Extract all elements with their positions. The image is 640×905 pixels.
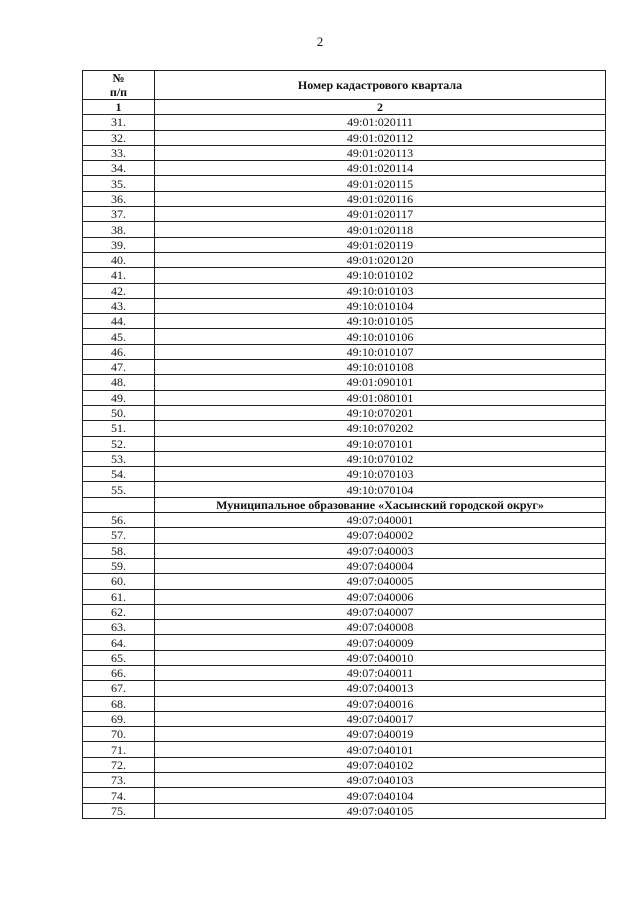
cadastral-quarter-number: 49:07:040010 [155,650,606,665]
cadastral-quarter-number: 49:01:020111 [155,115,606,130]
section-empty-cell [83,497,155,512]
cadastral-quarter-number: 49:10:070202 [155,421,606,436]
table-row [83,528,606,543]
cadastral-quarter-number: 49:07:040009 [155,635,606,650]
table-row [83,207,606,222]
header-cadastral-quarter-column: Номер кадастрового квартала [155,71,606,100]
table-body-part-2 [83,513,606,819]
row-number: 55. [83,482,155,497]
table-row [83,773,606,788]
table-row [83,375,606,390]
cadastral-quarter-number: 49:07:040102 [155,757,606,772]
row-number: 67. [83,681,155,696]
table-row [83,482,606,497]
row-number: 57. [83,528,155,543]
cadastral-quarter-number: 49:07:040017 [155,711,606,726]
cadastral-quarter-number: 49:10:010103 [155,283,606,298]
section-row [83,497,606,512]
row-number: 32. [83,130,155,145]
cadastral-quarter-number: 49:07:040001 [155,513,606,528]
row-number: 34. [83,161,155,176]
section-title: Муниципальное образование «Хасынский городской округ» [155,497,606,512]
table-row [83,283,606,298]
table-row [83,145,606,160]
row-number: 52. [83,436,155,451]
cadastral-quarters-table [82,70,606,819]
table-row [83,681,606,696]
table-row [83,574,606,589]
table-row [83,115,606,130]
table-row [83,513,606,528]
table-row [83,360,606,375]
cadastral-quarter-number: 49:10:010104 [155,298,606,313]
row-number: 35. [83,176,155,191]
table-row [83,421,606,436]
cadastral-quarter-number: 49:10:010107 [155,344,606,359]
cadastral-quarter-number: 49:10:070102 [155,451,606,466]
table-row [83,436,606,451]
table-row [83,589,606,604]
row-number: 59. [83,558,155,573]
table-row [83,665,606,680]
page-number: 2 [316,34,324,49]
cadastral-quarter-number: 49:07:040019 [155,727,606,742]
table-row [83,788,606,803]
table-row [83,558,606,573]
row-number: 58. [83,543,155,558]
header-pp: п/п [109,85,128,99]
cadastral-quarter-number: 49:01:020114 [155,161,606,176]
row-number: 74. [83,788,155,803]
cadastral-quarter-number: 49:07:040008 [155,620,606,635]
table-row [83,620,606,635]
cadastral-quarter-number: 49:10:070201 [155,405,606,420]
row-number: 45. [83,329,155,344]
row-number: 68. [83,696,155,711]
table-row [83,742,606,757]
table-row [83,252,606,267]
row-number: 51. [83,421,155,436]
cadastral-quarter-number: 49:01:020116 [155,191,606,206]
table-row [83,650,606,665]
cadastral-quarter-number: 49:07:040006 [155,589,606,604]
table-row [83,329,606,344]
row-number: 36. [83,191,155,206]
row-number: 40. [83,252,155,267]
table-index-row [83,100,606,115]
table-row [83,344,606,359]
row-number: 60. [83,574,155,589]
row-number: 65. [83,650,155,665]
cadastral-quarter-number: 49:10:010106 [155,329,606,344]
row-number: 49. [83,390,155,405]
cadastral-quarter-number: 49:07:040004 [155,558,606,573]
cadastral-quarter-number: 49:07:040013 [155,681,606,696]
row-number: 61. [83,589,155,604]
table-row [83,543,606,558]
cadastral-quarter-number: 49:07:040105 [155,803,606,818]
header-number-sign: № [112,71,125,85]
row-number: 72. [83,757,155,772]
cadastral-quarter-number: 49:01:020120 [155,252,606,267]
cadastral-quarter-number: 49:07:040005 [155,574,606,589]
row-number: 62. [83,604,155,619]
row-number: 33. [83,145,155,160]
row-number: 31. [83,115,155,130]
table-row [83,191,606,206]
cadastral-quarter-number: 49:10:010105 [155,314,606,329]
cadastral-quarter-number: 49:07:040103 [155,773,606,788]
table-row [83,176,606,191]
cadastral-quarter-number: 49:10:070104 [155,482,606,497]
table-row [83,390,606,405]
table-row [83,130,606,145]
table-row [83,268,606,283]
row-number: 70. [83,727,155,742]
row-number: 63. [83,620,155,635]
cadastral-quarter-number: 49:07:040104 [155,788,606,803]
row-number: 73. [83,773,155,788]
cadastral-quarter-number: 49:01:020113 [155,145,606,160]
header-number-column [83,71,155,100]
row-number: 53. [83,451,155,466]
cadastral-quarter-number: 49:01:020119 [155,237,606,252]
table-row [83,237,606,252]
table-row [83,635,606,650]
table-row [83,314,606,329]
table-header-row [83,71,606,100]
table-row [83,451,606,466]
row-number: 46. [83,344,155,359]
row-number: 75. [83,803,155,818]
table-row [83,711,606,726]
cadastral-quarter-number: 49:10:010108 [155,360,606,375]
cadastral-quarter-number: 49:10:070101 [155,436,606,451]
row-number: 47. [83,360,155,375]
row-number: 64. [83,635,155,650]
cadastral-quarter-number: 49:01:020115 [155,176,606,191]
table-row [83,727,606,742]
row-number: 37. [83,207,155,222]
cadastral-quarter-number: 49:10:010102 [155,268,606,283]
index-col-1: 1 [83,100,155,115]
cadastral-quarter-number: 49:01:020117 [155,207,606,222]
table-row [83,696,606,711]
row-number: 38. [83,222,155,237]
cadastral-quarter-number: 49:10:070103 [155,467,606,482]
table-row [83,757,606,772]
row-number: 43. [83,298,155,313]
row-number: 48. [83,375,155,390]
table-row [83,405,606,420]
cadastral-quarter-number: 49:07:040016 [155,696,606,711]
cadastral-quarter-number: 49:01:020112 [155,130,606,145]
cadastral-quarter-number: 49:07:040011 [155,665,606,680]
row-number: 39. [83,237,155,252]
row-number: 56. [83,513,155,528]
row-number: 69. [83,711,155,726]
cadastral-quarter-number: 49:01:080101 [155,390,606,405]
cadastral-quarter-number: 49:07:040101 [155,742,606,757]
row-number: 66. [83,665,155,680]
row-number: 41. [83,268,155,283]
row-number: 44. [83,314,155,329]
table-row [83,298,606,313]
cadastral-quarter-number: 49:01:090101 [155,375,606,390]
table-row [83,467,606,482]
table-row [83,161,606,176]
table-row [83,604,606,619]
table-row [83,222,606,237]
row-number: 42. [83,283,155,298]
cadastral-quarter-number: 49:01:020118 [155,222,606,237]
table-body-part-1 [83,115,606,497]
section-row-group [83,497,606,512]
table-row [83,803,606,818]
row-number: 54. [83,467,155,482]
cadastral-quarter-number: 49:07:040007 [155,604,606,619]
cadastral-quarter-number: 49:07:040002 [155,528,606,543]
row-number: 50. [83,405,155,420]
row-number: 71. [83,742,155,757]
index-col-2: 2 [155,100,606,115]
cadastral-quarter-number: 49:07:040003 [155,543,606,558]
